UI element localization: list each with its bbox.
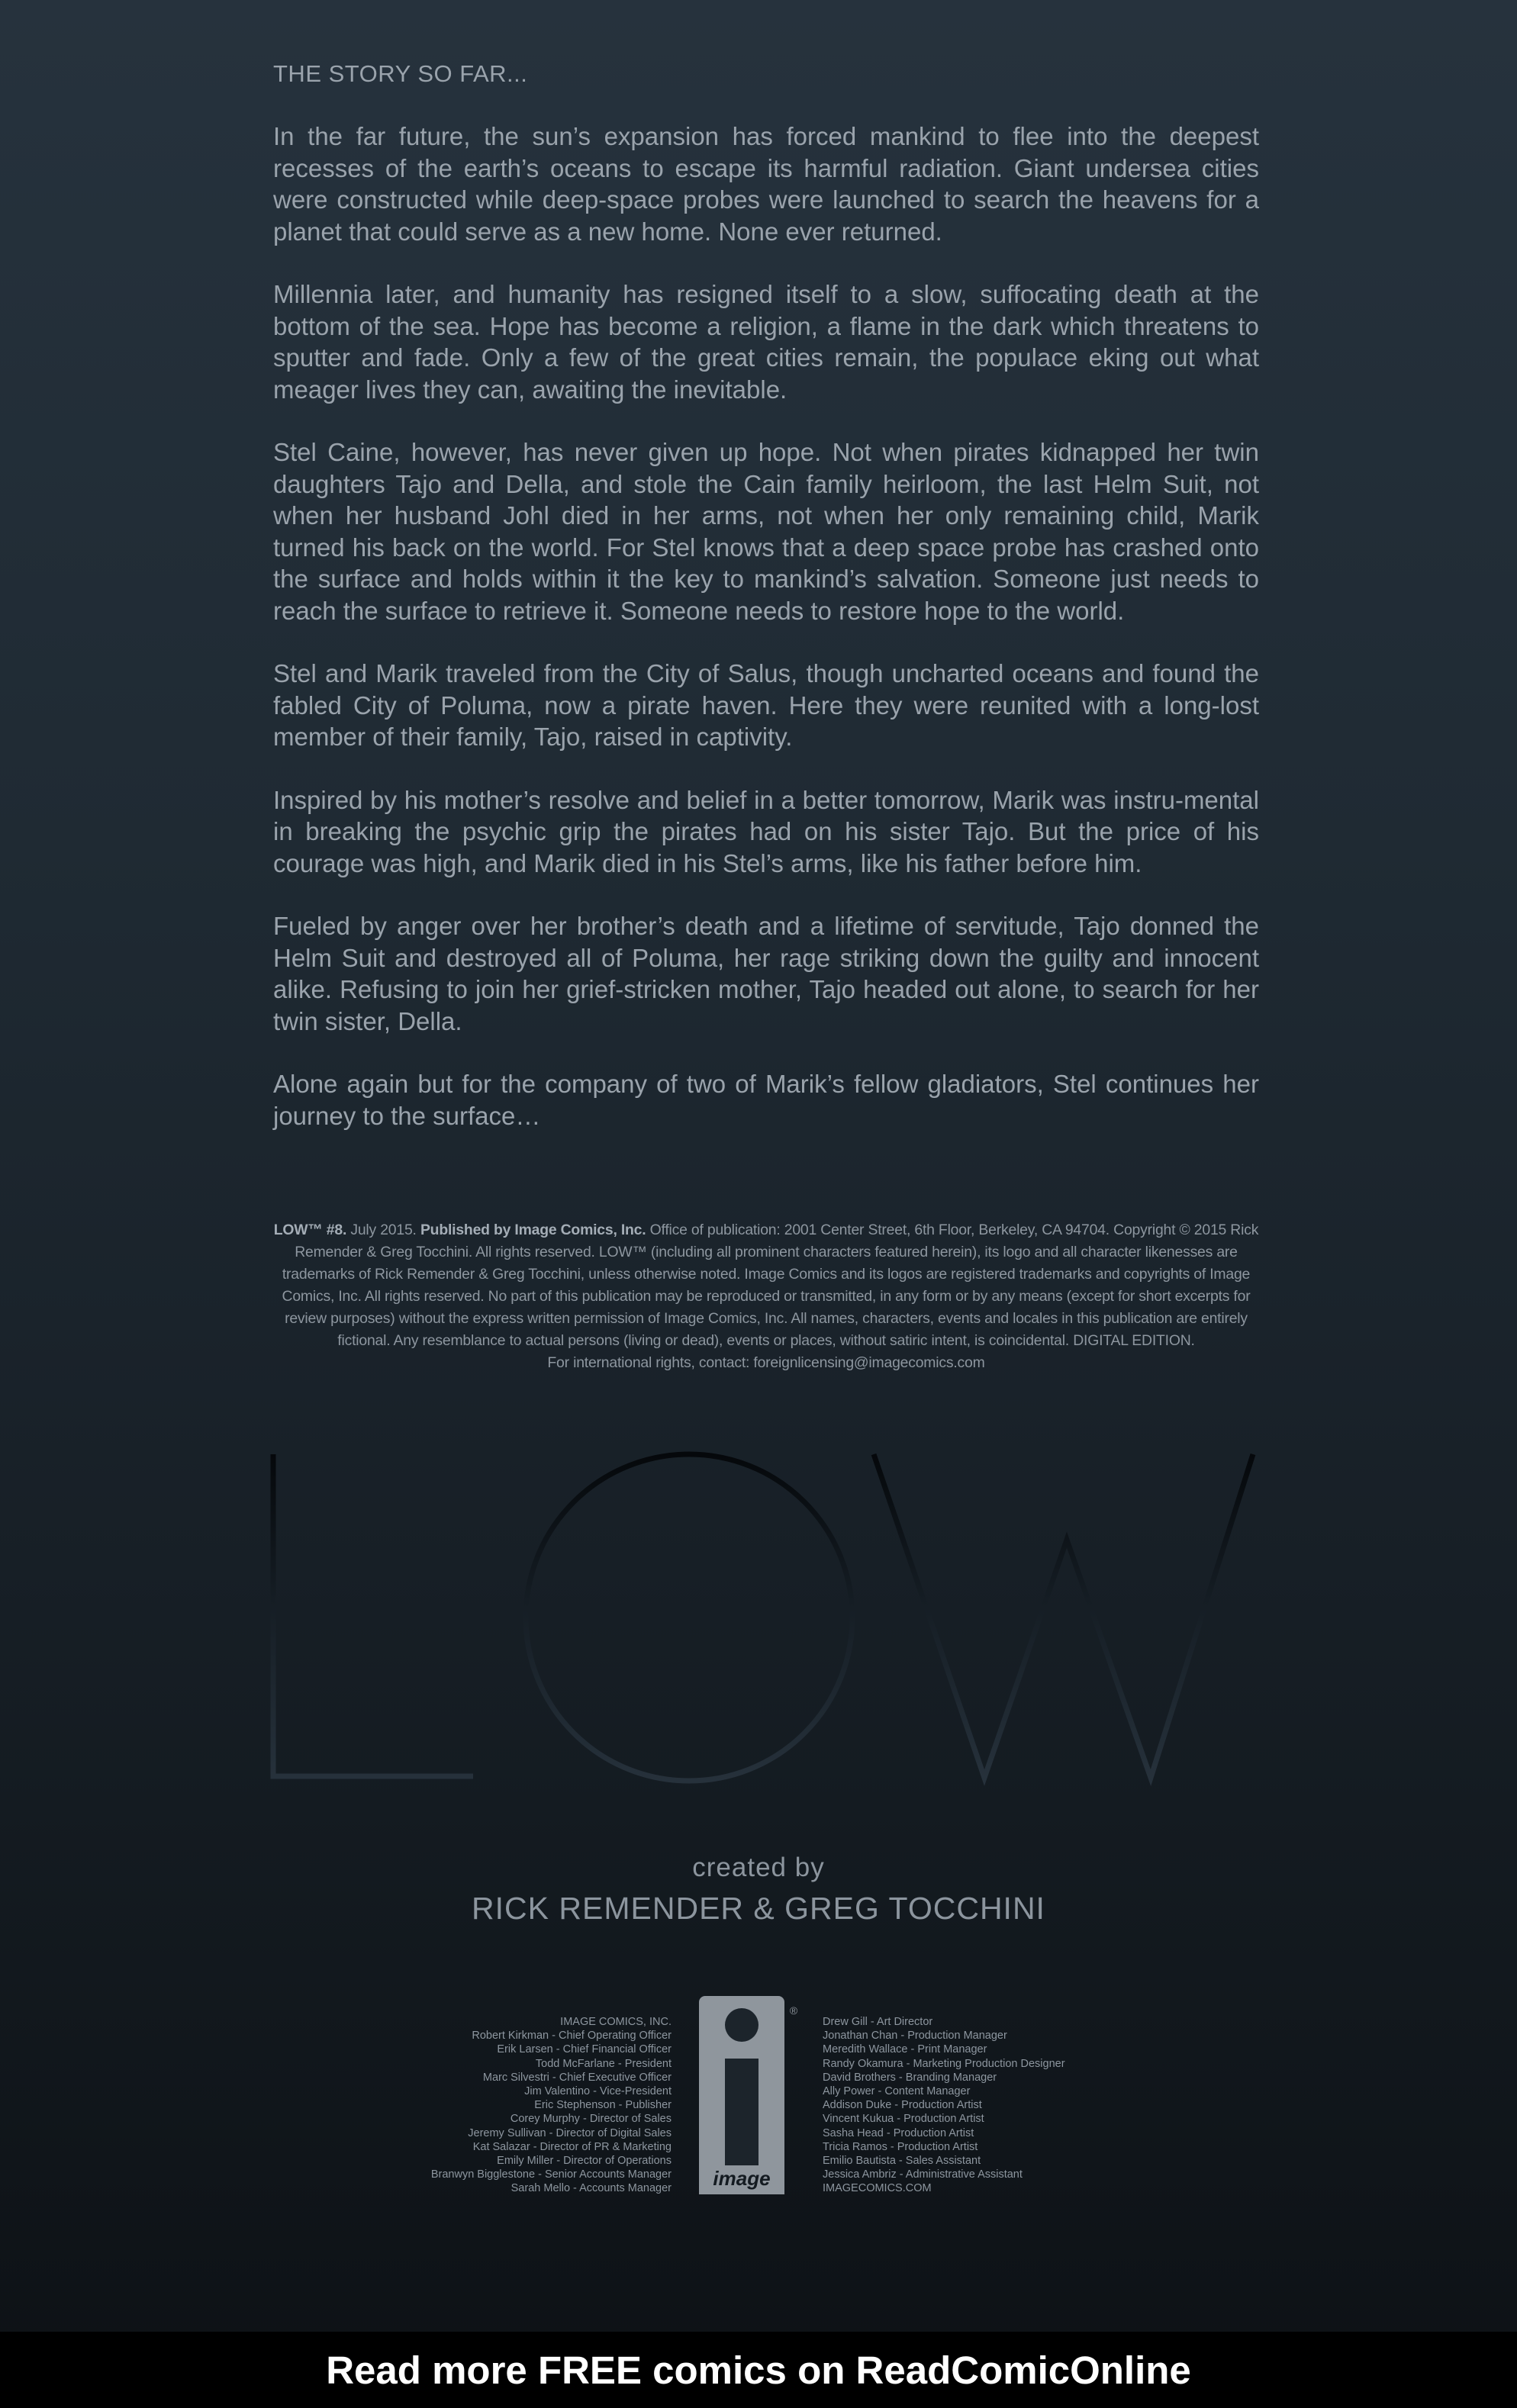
image-comics-logo — [699, 1996, 804, 2196]
story-so-far — [273, 58, 1259, 1163]
staff-item: Tricia Ramos - Production Artist — [823, 2140, 978, 2153]
staff-item: Sasha Head - Production Artist — [823, 2126, 974, 2139]
staff-item: Sarah Mello - Accounts Manager — [510, 2182, 672, 2195]
staff-item: Jim Valentino - Vice-President — [524, 2085, 672, 2098]
low-logo-art — [267, 1434, 1259, 1793]
staff-item: Robert Kirkman - Chief Operating Officer — [472, 2030, 672, 2043]
story-paragraph: Stel Caine, however, has never given up hope. Not when pirates kidnapped her twin daughters Tajo and Della, and stole the Cain family heirloom, the last Helm Suit, not when her husband Johl died in her arms, not when her only remaining child, Marik turned his back on the world. For Stel knows that a deep space probe has crashed onto the surface and holds within it the key to mankind’s salvation. Someone just needs to reach the surface to retrieve it. Someone needs to restore hope to the world. — [273, 438, 1259, 625]
legal-indicia — [273, 1219, 1259, 1374]
staff-item: Branwyn Bigglestone - Senior Accounts Manager — [430, 2168, 672, 2181]
story-paragraph: Inspired by his mother’s resolve and belief in a better tomorrow, Marik was instru-mental in breaking the psychic grip the pirates had on his sister Tajo. But the price of his courage was high, and Marik died in his Stel’s arms, like his father before him. — [273, 785, 1259, 877]
staff-item: Corey Murphy - Director of Sales — [510, 2113, 672, 2126]
story-paragraph: In the far future, the sun’s expansion has forced mankind to flee into the deepest recesses of the earth’s oceans to escape its harmful radiation. Giant undersea cities were constructed while deep-space probes were launched to search the heavens for a planet that could serve as a new home. None ever returned. — [273, 122, 1259, 246]
footer-banner[interactable] — [0, 2332, 1517, 2408]
staff-item: Vincent Kukua - Production Artist — [823, 2113, 984, 2126]
staff-item: Eric Stephenson - Publisher — [534, 2099, 672, 2112]
issue-label: LOW™ #8. — [273, 1222, 347, 1238]
staff-item: Jessica Ambriz - Administrative Assistant — [823, 2168, 1023, 2181]
story-paragraph: Stel and Marik traveled from the City of Salus, though uncharted oceans and found the fabled City of Poluma, now a pirate haven. Here they were reunited with a long-lost member of their family, Tajo, raised in captivity. — [273, 659, 1259, 751]
staff-item: Emily Miller - Director of Operations — [497, 2155, 672, 2168]
creators: RICK REMENDER & GREG TOCCHINI — [472, 1891, 1045, 1926]
registered-mark: ® — [789, 2004, 798, 2017]
staff-item: Randy Okamura - Marketing Production Designer — [823, 2057, 1065, 2070]
staff-item: Drew Gill - Art Director — [823, 2016, 933, 2028]
story-paragraph: Fueled by anger over her brother’s death and a lifetime of servitude, Tajo donned the Helm Suit and destroyed all of Poluma, her rage striking down the guilty and innocent alike. Refusing to join her grief-stricken mother, Tajo headed out alone, to search for her twin sister, Della. — [273, 912, 1259, 1035]
created-by: created by — [692, 1853, 825, 1882]
staff-list-left — [366, 2015, 672, 2196]
footer-text[interactable]: Read more FREE comics on ReadComicOnline — [326, 2348, 1191, 2392]
low-logo — [267, 1434, 1259, 1793]
indicia-body: Office of publication: 2001 Center Street, 6th Floor, Berkeley, CA 94704. Copyright © 2015 Rick Remender & Greg Tocchini. All rights reserved. LOW™ (including all prominent characters featured herein), its logo and all character likenesses are trademarks of Rick Remender & Greg Tocchini, unless otherwise noted. Image Comics and its logos are registered trademarks and copyrights of Image Comics, Inc. All rights reserved. No part of this publication may be reproduced or transmitted, in any form or by any means (except for short excerpts for review purposes) without the express written permission of Image Comics, Inc. All names, characters, events and locales in this publication are entirely fictional. Any resemblance to actual persons (living or dead), events or places, without satiric intent, is coincidental. DIGITAL EDITION. — [282, 1222, 1259, 1349]
staff-list-right — [823, 2015, 1174, 2196]
story-paragraph: Millennia later, and humanity has resigned itself to a slow, suffocating death at the bottom of the sea. Hope has become a religion, a flame in the dark which threatens to sputter and fade. Only a few of the great cities remain, the populace eking out what meager lives they can, awaiting the inevitable. — [273, 280, 1259, 404]
staff-item: Todd McFarlane - President — [535, 2057, 672, 2070]
story-paragraph: Alone again but for the company of two of Marik’s fellow gladiators, Stel continues her journey to the surface… — [273, 1070, 1259, 1130]
logo-letter-w — [874, 1454, 1253, 1778]
story-heading: THE STORY SO FAR... — [273, 60, 528, 87]
issue-date: July 2015. — [346, 1222, 420, 1238]
staff-item: Addison Duke - Production Artist — [823, 2099, 982, 2112]
publisher-label: Published by Image Comics, Inc. — [420, 1222, 646, 1238]
staff-item: Jonathan Chan - Production Manager — [823, 2030, 1007, 2043]
staff-item: David Brothers - Branding Manager — [823, 2071, 997, 2084]
staff-item: Erik Larsen - Chief Financial Officer — [497, 2043, 672, 2056]
image-wordmark: image — [713, 2167, 771, 2190]
staff-item: Meredith Wallace - Print Manager — [823, 2043, 987, 2056]
staff-item: Ally Power - Content Manager — [823, 2085, 971, 2098]
rights-contact: For international rights, contact: foreignlicensing@imagecomics.com — [547, 1354, 985, 1371]
staff-item: Kat Salazar - Director of PR & Marketing — [472, 2140, 672, 2153]
staff-item: Marc Silvestri - Chief Executive Officer — [482, 2071, 672, 2084]
logo-letter-o — [526, 1454, 852, 1781]
website-link: IMAGECOMICS.COM — [823, 2182, 932, 2195]
image-logo-art — [699, 1996, 804, 2196]
logo-letter-l — [273, 1454, 473, 1776]
staff-item: IMAGE COMICS, INC. — [560, 2016, 672, 2028]
logo-dot — [725, 2008, 758, 2042]
staff-item: Jeremy Sullivan - Director of Digital Sales — [468, 2126, 672, 2139]
logo-stem — [725, 2059, 758, 2165]
staff-item: Emilio Bautista - Sales Assistant — [823, 2155, 981, 2168]
indicia-text — [273, 1219, 1259, 1352]
